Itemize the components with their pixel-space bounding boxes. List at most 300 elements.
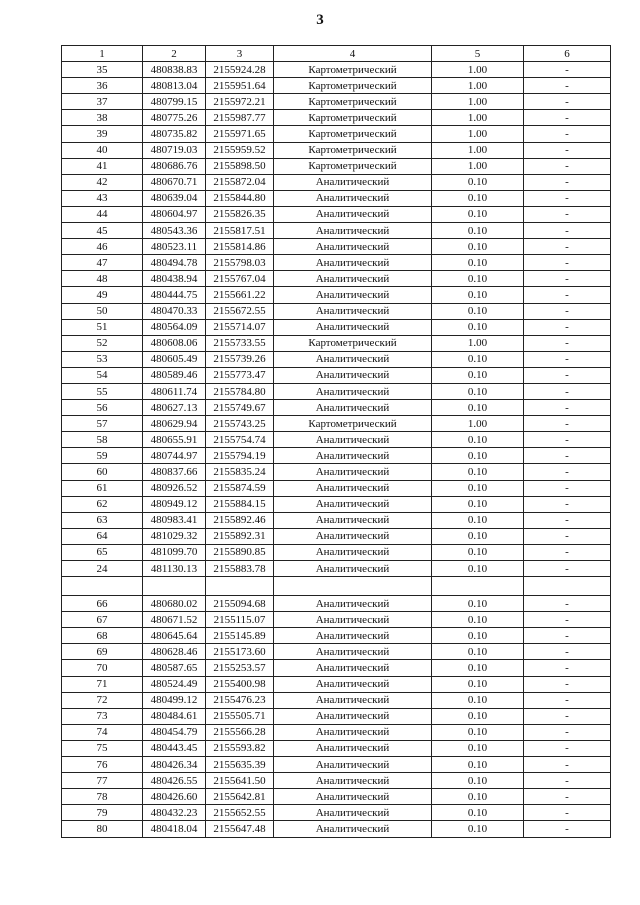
y-coordinate-cell: 2155661.22 — [206, 287, 274, 303]
accuracy-cell: 0.10 — [432, 676, 524, 692]
method-cell: Картометрический — [274, 110, 432, 126]
y-coordinate-cell: 2155714.07 — [206, 319, 274, 335]
note-cell: - — [524, 158, 611, 174]
note-cell: - — [524, 596, 611, 612]
x-coordinate-cell: 480611.74 — [143, 383, 206, 399]
table-row — [62, 400, 611, 416]
note-cell: - — [524, 561, 611, 577]
y-coordinate-cell: 2155890.85 — [206, 544, 274, 560]
point-number-cell: 47 — [62, 255, 143, 271]
x-coordinate-cell: 480628.46 — [143, 644, 206, 660]
point-number-cell: 55 — [62, 383, 143, 399]
header-cell-6: 6 — [524, 46, 611, 62]
x-coordinate-cell — [143, 577, 206, 596]
y-coordinate-cell: 2155817.51 — [206, 223, 274, 239]
y-coordinate-cell: 2155883.78 — [206, 561, 274, 577]
point-number-cell: 57 — [62, 416, 143, 432]
y-coordinate-cell: 2155115.07 — [206, 612, 274, 628]
method-cell: Аналитический — [274, 740, 432, 756]
method-cell: Аналитический — [274, 480, 432, 496]
x-coordinate-cell: 480670.71 — [143, 174, 206, 190]
note-cell — [524, 577, 611, 596]
x-coordinate-cell: 480813.04 — [143, 78, 206, 94]
table-row — [62, 319, 611, 335]
table-row — [62, 676, 611, 692]
method-cell: Картометрический — [274, 158, 432, 174]
x-coordinate-cell: 480719.03 — [143, 142, 206, 158]
x-coordinate-cell: 480426.34 — [143, 757, 206, 773]
point-number-cell: 40 — [62, 142, 143, 158]
note-cell: - — [524, 805, 611, 821]
note-cell: - — [524, 464, 611, 480]
note-cell: - — [524, 496, 611, 512]
x-coordinate-cell: 480680.02 — [143, 596, 206, 612]
y-coordinate-cell: 2155145.89 — [206, 628, 274, 644]
point-number-cell: 72 — [62, 692, 143, 708]
accuracy-cell: 0.10 — [432, 448, 524, 464]
x-coordinate-cell: 480524.49 — [143, 676, 206, 692]
accuracy-cell: 0.10 — [432, 544, 524, 560]
point-number-cell: 78 — [62, 789, 143, 805]
table-row — [62, 464, 611, 480]
note-cell: - — [524, 174, 611, 190]
method-cell: Аналитический — [274, 239, 432, 255]
point-number-cell: 39 — [62, 126, 143, 142]
x-coordinate-cell: 480639.04 — [143, 190, 206, 206]
y-coordinate-cell — [206, 577, 274, 596]
y-coordinate-cell: 2155094.68 — [206, 596, 274, 612]
note-cell: - — [524, 400, 611, 416]
method-cell: Картометрический — [274, 416, 432, 432]
accuracy-cell: 0.10 — [432, 628, 524, 644]
accuracy-cell: 0.10 — [432, 223, 524, 239]
accuracy-cell: 1.00 — [432, 416, 524, 432]
point-number-cell: 35 — [62, 62, 143, 78]
x-coordinate-cell: 480838.83 — [143, 62, 206, 78]
point-number-cell: 77 — [62, 773, 143, 789]
y-coordinate-cell: 2155784.80 — [206, 383, 274, 399]
point-number-cell: 80 — [62, 821, 143, 837]
table-row — [62, 416, 611, 432]
table-row — [62, 271, 611, 287]
point-number-cell: 70 — [62, 660, 143, 676]
point-number-cell: 44 — [62, 206, 143, 222]
table-row — [62, 190, 611, 206]
x-coordinate-cell: 480671.52 — [143, 612, 206, 628]
table-row — [62, 142, 611, 158]
page-number: 3 — [316, 12, 324, 28]
method-cell: Аналитический — [274, 821, 432, 837]
y-coordinate-cell: 2155754.74 — [206, 432, 274, 448]
method-cell: Картометрический — [274, 142, 432, 158]
table-row — [62, 158, 611, 174]
x-coordinate-cell: 480432.23 — [143, 805, 206, 821]
x-coordinate-cell: 480587.65 — [143, 660, 206, 676]
accuracy-cell: 1.00 — [432, 158, 524, 174]
x-coordinate-cell: 480627.13 — [143, 400, 206, 416]
accuracy-cell: 0.10 — [432, 319, 524, 335]
method-cell: Аналитический — [274, 496, 432, 512]
y-coordinate-cell: 2155874.59 — [206, 480, 274, 496]
point-number-cell: 36 — [62, 78, 143, 94]
point-number-cell: 79 — [62, 805, 143, 821]
x-coordinate-cell: 481130.13 — [143, 561, 206, 577]
header-cell-3: 3 — [206, 46, 274, 62]
point-number-cell: 66 — [62, 596, 143, 612]
accuracy-cell: 0.10 — [432, 644, 524, 660]
method-cell: Аналитический — [274, 596, 432, 612]
point-number-cell: 48 — [62, 271, 143, 287]
note-cell: - — [524, 126, 611, 142]
accuracy-cell: 1.00 — [432, 335, 524, 351]
note-cell: - — [524, 319, 611, 335]
table-row — [62, 757, 611, 773]
accuracy-cell: 0.10 — [432, 821, 524, 837]
point-number-cell: 76 — [62, 757, 143, 773]
method-cell: Аналитический — [274, 223, 432, 239]
table-row — [62, 596, 611, 612]
point-number-cell: 62 — [62, 496, 143, 512]
note-cell: - — [524, 287, 611, 303]
point-number-cell: 50 — [62, 303, 143, 319]
table-row — [62, 773, 611, 789]
accuracy-cell: 0.10 — [432, 757, 524, 773]
point-number-cell: 49 — [62, 287, 143, 303]
method-cell: Аналитический — [274, 367, 432, 383]
header-row — [62, 46, 611, 62]
x-coordinate-cell: 480735.82 — [143, 126, 206, 142]
y-coordinate-cell: 2155892.31 — [206, 528, 274, 544]
table-row — [62, 206, 611, 222]
x-coordinate-cell: 480454.79 — [143, 724, 206, 740]
point-number-cell: 67 — [62, 612, 143, 628]
point-number-cell: 45 — [62, 223, 143, 239]
x-coordinate-cell: 480543.36 — [143, 223, 206, 239]
method-cell: Аналитический — [274, 464, 432, 480]
note-cell: - — [524, 512, 611, 528]
y-coordinate-cell: 2155794.19 — [206, 448, 274, 464]
accuracy-cell: 0.10 — [432, 708, 524, 724]
note-cell: - — [524, 692, 611, 708]
y-coordinate-cell: 2155647.48 — [206, 821, 274, 837]
x-coordinate-cell: 481099.70 — [143, 544, 206, 560]
note-cell: - — [524, 110, 611, 126]
y-coordinate-cell: 2155253.57 — [206, 660, 274, 676]
y-coordinate-cell: 2155872.04 — [206, 174, 274, 190]
y-coordinate-cell: 2155749.67 — [206, 400, 274, 416]
x-coordinate-cell: 480523.11 — [143, 239, 206, 255]
method-cell: Аналитический — [274, 773, 432, 789]
point-number-cell: 74 — [62, 724, 143, 740]
x-coordinate-cell: 480470.33 — [143, 303, 206, 319]
y-coordinate-cell: 2155959.52 — [206, 142, 274, 158]
accuracy-cell: 0.10 — [432, 596, 524, 612]
table-row — [62, 561, 611, 577]
table-row — [62, 496, 611, 512]
note-cell: - — [524, 416, 611, 432]
note-cell: - — [524, 351, 611, 367]
note-cell: - — [524, 142, 611, 158]
note-cell: - — [524, 78, 611, 94]
table-row — [62, 628, 611, 644]
accuracy-cell: 0.10 — [432, 174, 524, 190]
table-row — [62, 789, 611, 805]
header-cell-1: 1 — [62, 46, 143, 62]
method-cell: Аналитический — [274, 544, 432, 560]
y-coordinate-cell: 2155642.81 — [206, 789, 274, 805]
point-number-cell: 59 — [62, 448, 143, 464]
point-number-cell: 52 — [62, 335, 143, 351]
x-coordinate-cell: 480983.41 — [143, 512, 206, 528]
note-cell: - — [524, 335, 611, 351]
accuracy-cell — [432, 577, 524, 596]
note-cell: - — [524, 528, 611, 544]
method-cell: Аналитический — [274, 400, 432, 416]
table-row — [62, 110, 611, 126]
table-row — [62, 62, 611, 78]
y-coordinate-cell: 2155733.55 — [206, 335, 274, 351]
point-number-cell: 73 — [62, 708, 143, 724]
accuracy-cell: 0.10 — [432, 255, 524, 271]
y-coordinate-cell: 2155672.55 — [206, 303, 274, 319]
accuracy-cell: 0.10 — [432, 512, 524, 528]
note-cell: - — [524, 383, 611, 399]
table-row — [62, 448, 611, 464]
note-cell: - — [524, 480, 611, 496]
header-cell-5: 5 — [432, 46, 524, 62]
table-row — [62, 577, 611, 596]
x-coordinate-cell: 480444.75 — [143, 287, 206, 303]
table-row — [62, 612, 611, 628]
accuracy-cell: 0.10 — [432, 239, 524, 255]
accuracy-cell: 1.00 — [432, 94, 524, 110]
method-cell: Аналитический — [274, 303, 432, 319]
note-cell: - — [524, 724, 611, 740]
y-coordinate-cell: 2155635.39 — [206, 757, 274, 773]
table-row — [62, 805, 611, 821]
table-row — [62, 383, 611, 399]
note-cell: - — [524, 448, 611, 464]
accuracy-cell: 0.10 — [432, 287, 524, 303]
method-cell: Аналитический — [274, 319, 432, 335]
accuracy-cell: 1.00 — [432, 126, 524, 142]
note-cell: - — [524, 628, 611, 644]
accuracy-cell: 1.00 — [432, 110, 524, 126]
table-row — [62, 644, 611, 660]
table-header — [62, 46, 611, 62]
x-coordinate-cell: 480499.12 — [143, 692, 206, 708]
accuracy-cell: 0.10 — [432, 271, 524, 287]
note-cell: - — [524, 190, 611, 206]
point-number-cell: 75 — [62, 740, 143, 756]
accuracy-cell: 0.10 — [432, 789, 524, 805]
x-coordinate-cell: 481029.32 — [143, 528, 206, 544]
point-number-cell: 69 — [62, 644, 143, 660]
accuracy-cell: 1.00 — [432, 142, 524, 158]
accuracy-cell: 0.10 — [432, 190, 524, 206]
table-row — [62, 367, 611, 383]
table-row — [62, 239, 611, 255]
point-number-cell: 71 — [62, 676, 143, 692]
point-number-cell: 63 — [62, 512, 143, 528]
method-cell: Картометрический — [274, 78, 432, 94]
y-coordinate-cell: 2155972.21 — [206, 94, 274, 110]
table-row — [62, 94, 611, 110]
method-cell: Аналитический — [274, 174, 432, 190]
header-cell-4: 4 — [274, 46, 432, 62]
y-coordinate-cell: 2155593.82 — [206, 740, 274, 756]
table-body — [62, 62, 611, 837]
x-coordinate-cell: 480443.45 — [143, 740, 206, 756]
point-number-cell: 41 — [62, 158, 143, 174]
point-number-cell: 24 — [62, 561, 143, 577]
x-coordinate-cell: 480645.64 — [143, 628, 206, 644]
header-cell-2: 2 — [143, 46, 206, 62]
y-coordinate-cell: 2155767.04 — [206, 271, 274, 287]
y-coordinate-cell: 2155814.86 — [206, 239, 274, 255]
note-cell: - — [524, 544, 611, 560]
point-number-cell: 42 — [62, 174, 143, 190]
note-cell: - — [524, 432, 611, 448]
accuracy-cell: 0.10 — [432, 773, 524, 789]
x-coordinate-cell: 480655.91 — [143, 432, 206, 448]
y-coordinate-cell: 2155987.77 — [206, 110, 274, 126]
accuracy-cell: 0.10 — [432, 206, 524, 222]
accuracy-cell: 0.10 — [432, 351, 524, 367]
x-coordinate-cell: 480426.55 — [143, 773, 206, 789]
table-row — [62, 821, 611, 837]
method-cell: Аналитический — [274, 561, 432, 577]
accuracy-cell: 0.10 — [432, 805, 524, 821]
table-row — [62, 432, 611, 448]
y-coordinate-cell: 2155566.28 — [206, 724, 274, 740]
x-coordinate-cell: 480629.94 — [143, 416, 206, 432]
accuracy-cell: 0.10 — [432, 383, 524, 399]
method-cell: Аналитический — [274, 789, 432, 805]
point-number-cell: 61 — [62, 480, 143, 496]
note-cell: - — [524, 789, 611, 805]
table-row — [62, 174, 611, 190]
point-number-cell: 56 — [62, 400, 143, 416]
note-cell: - — [524, 612, 611, 628]
y-coordinate-cell: 2155951.64 — [206, 78, 274, 94]
accuracy-cell: 1.00 — [432, 62, 524, 78]
method-cell: Аналитический — [274, 724, 432, 740]
method-cell: Аналитический — [274, 287, 432, 303]
x-coordinate-cell: 480484.61 — [143, 708, 206, 724]
accuracy-cell: 0.10 — [432, 692, 524, 708]
table-row — [62, 660, 611, 676]
table-row — [62, 78, 611, 94]
y-coordinate-cell: 2155898.50 — [206, 158, 274, 174]
point-number-cell: 54 — [62, 367, 143, 383]
table-row — [62, 351, 611, 367]
note-cell: - — [524, 271, 611, 287]
y-coordinate-cell: 2155773.47 — [206, 367, 274, 383]
table-row — [62, 480, 611, 496]
coordinates-table — [61, 45, 611, 838]
note-cell: - — [524, 821, 611, 837]
point-number-cell: 64 — [62, 528, 143, 544]
point-number-cell: 53 — [62, 351, 143, 367]
point-number-cell: 37 — [62, 94, 143, 110]
note-cell: - — [524, 676, 611, 692]
note-cell: - — [524, 303, 611, 319]
x-coordinate-cell: 480426.60 — [143, 789, 206, 805]
accuracy-cell: 0.10 — [432, 612, 524, 628]
x-coordinate-cell: 480604.97 — [143, 206, 206, 222]
y-coordinate-cell: 2155743.25 — [206, 416, 274, 432]
accuracy-cell: 0.10 — [432, 561, 524, 577]
point-number-cell: 51 — [62, 319, 143, 335]
x-coordinate-cell: 480494.78 — [143, 255, 206, 271]
method-cell: Аналитический — [274, 644, 432, 660]
y-coordinate-cell: 2155641.50 — [206, 773, 274, 789]
accuracy-cell: 0.10 — [432, 724, 524, 740]
table-row — [62, 126, 611, 142]
method-cell: Аналитический — [274, 692, 432, 708]
y-coordinate-cell: 2155835.24 — [206, 464, 274, 480]
accuracy-cell: 0.10 — [432, 740, 524, 756]
point-number-cell: 68 — [62, 628, 143, 644]
x-coordinate-cell: 480799.15 — [143, 94, 206, 110]
accuracy-cell: 0.10 — [432, 432, 524, 448]
method-cell: Аналитический — [274, 432, 432, 448]
method-cell: Аналитический — [274, 190, 432, 206]
accuracy-cell: 0.10 — [432, 496, 524, 512]
method-cell: Картометрический — [274, 94, 432, 110]
y-coordinate-cell: 2155476.23 — [206, 692, 274, 708]
note-cell: - — [524, 255, 611, 271]
accuracy-cell: 0.10 — [432, 528, 524, 544]
note-cell: - — [524, 206, 611, 222]
x-coordinate-cell: 480564.09 — [143, 319, 206, 335]
y-coordinate-cell: 2155798.03 — [206, 255, 274, 271]
x-coordinate-cell: 480837.66 — [143, 464, 206, 480]
method-cell: Аналитический — [274, 512, 432, 528]
method-cell: Аналитический — [274, 351, 432, 367]
point-number-cell: 65 — [62, 544, 143, 560]
x-coordinate-cell: 480775.26 — [143, 110, 206, 126]
table-row — [62, 303, 611, 319]
accuracy-cell: 0.10 — [432, 400, 524, 416]
note-cell: - — [524, 239, 611, 255]
point-number-cell: 43 — [62, 190, 143, 206]
y-coordinate-cell: 2155826.35 — [206, 206, 274, 222]
accuracy-cell: 0.10 — [432, 367, 524, 383]
method-cell: Картометрический — [274, 126, 432, 142]
point-number-cell — [62, 577, 143, 596]
table-row — [62, 740, 611, 756]
table-row — [62, 544, 611, 560]
accuracy-cell: 0.10 — [432, 303, 524, 319]
method-cell: Аналитический — [274, 271, 432, 287]
y-coordinate-cell: 2155924.28 — [206, 62, 274, 78]
accuracy-cell: 0.10 — [432, 660, 524, 676]
table-row — [62, 512, 611, 528]
y-coordinate-cell: 2155971.65 — [206, 126, 274, 142]
x-coordinate-cell: 480686.76 — [143, 158, 206, 174]
method-cell: Аналитический — [274, 206, 432, 222]
x-coordinate-cell: 480438.94 — [143, 271, 206, 287]
y-coordinate-cell: 2155884.15 — [206, 496, 274, 512]
note-cell: - — [524, 223, 611, 239]
accuracy-cell: 0.10 — [432, 480, 524, 496]
y-coordinate-cell: 2155400.98 — [206, 676, 274, 692]
x-coordinate-cell: 480744.97 — [143, 448, 206, 464]
accuracy-cell: 0.10 — [432, 464, 524, 480]
x-coordinate-cell: 480589.46 — [143, 367, 206, 383]
